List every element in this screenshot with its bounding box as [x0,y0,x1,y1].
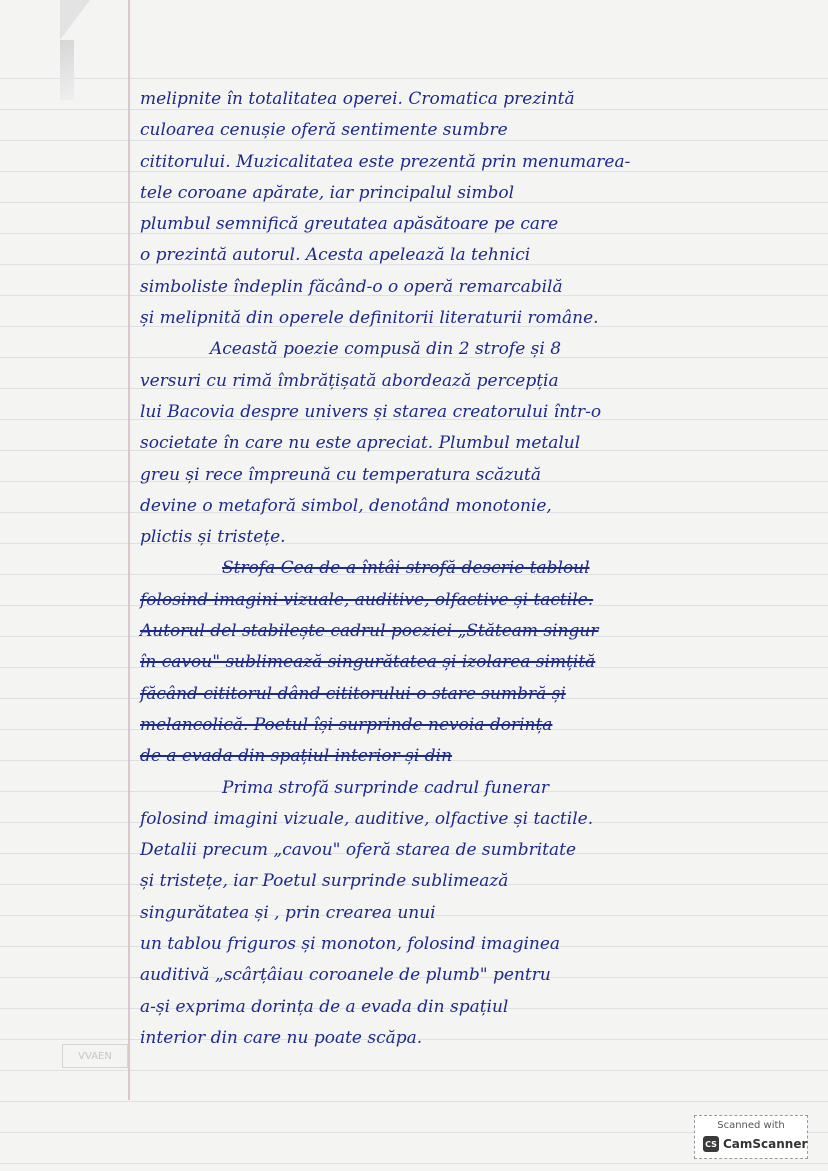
text-line: tele coroane apărate, iar principalul simbol [140,182,515,203]
scanner-name: CamScanner [723,1137,808,1151]
text-line: culoarea cenușie oferă sentimente sumbre [140,120,508,141]
camscanner-logo-icon: CS [703,1136,719,1152]
page-corner-shadow [60,40,74,100]
text-line: societate în care nu este apreciat. Plumbul metalul [140,433,581,454]
text-line: singurătatea și , prin crearea unui [140,902,436,923]
text-line: interior din care nu poate scăpa. [140,1027,423,1048]
text-line: Detalii precum „cavou" oferă starea de sumbritate [140,840,577,861]
text-line: lui Bacovia despre univers și starea creatorului într-o [140,401,602,422]
handwritten-text [140,84,780,1054]
text-line: a-și exprima dorința de a evada din spațiul [140,996,509,1017]
scanner-caption: Scanned with [717,1120,785,1131]
struck-text-line: Autorul del stabilește cadrul poeziei „Stăteam singur [140,621,599,642]
text-line: auditivă „scârțâiau coroanele de plumb" pentru [140,965,551,986]
page-corner [60,0,90,40]
text-line: cititorului. Muzicalitatea este prezentă prin menumarea- [140,151,631,172]
text-line: o prezintă autorul. Acesta apelează la tehnici [140,245,531,266]
text-line: Prima strofă surprinde cadrul funerar [222,777,550,798]
text-line: melipnite în totalitatea operei. Cromatica prezintă [140,89,575,109]
struck-text-line: în cavou" sublimează singurătatea și izolarea simțită [140,652,596,673]
camscanner-watermark [694,1115,808,1159]
text-line: și tristețe, iar Poetul surprinde sublimează [140,871,509,892]
struck-text-line: Strofa Cea de-a întâi strofă descrie tabloul [222,558,590,579]
scanner-brand [703,1136,807,1152]
text-line: și melipnită din operele definitorii literaturii române. [140,308,599,329]
struck-text-line: melancolică. Poetul își surprinde nevoia dorința [140,714,553,735]
text-line: simboliste îndeplin făcând-o o operă remarcabilă [140,276,563,297]
text-line: folosind imagini vizuale, auditive, olfactive și tactile. [140,808,594,829]
text-line: plumbul semnifică greutatea apăsătoare pe care [140,214,559,235]
page-stamp: VVAEN [62,1044,128,1068]
text-line: Această poezie compusă din 2 strofe și 8 [210,339,562,360]
text-line: devine o metaforă simbol, denotând monotonie, [140,495,552,516]
margin-line [128,0,130,1100]
struck-text-line: de a evada din spațiul interior și din [140,746,453,767]
text-line: un tablou friguros și monoton, folosind imaginea [140,934,561,955]
text-line: plictis și tristețe. [140,527,286,548]
text-line: greu și rece împreună cu temperatura scăzută [140,464,542,485]
struck-text-line: făcând cititorul dând cititorului o stare sumbră și [140,683,566,704]
struck-text-line: folosind imagini vizuale, auditive, olfactive și tactile. [140,589,594,610]
text-line: versuri cu rimă îmbrățișată abordează percepția [140,370,559,391]
